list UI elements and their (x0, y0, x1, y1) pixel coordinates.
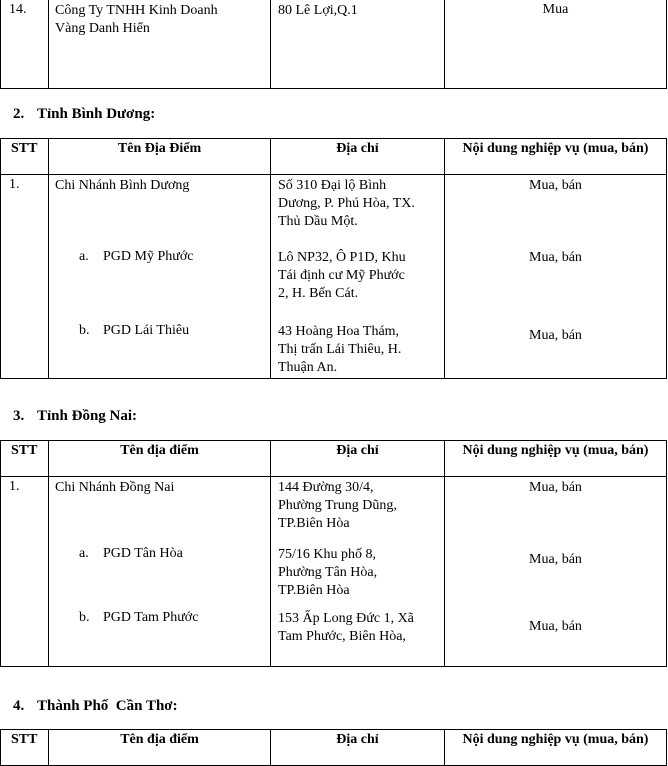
operation-value: Mua, bán (529, 250, 582, 265)
stt-cell: 14. (1, 0, 49, 89)
table-hcm-tail (0, 0, 667, 89)
address-line: Số 310 Đại lộ Bình (278, 178, 387, 193)
sub-name: PGD Lái Thiêu (103, 323, 190, 338)
sub-name: PGD Tam Phước (103, 610, 199, 625)
section-title: Tỉnh Đồng Nai: (37, 408, 138, 424)
address-line: 153 Ấp Long Đức 1, Xã (278, 611, 414, 626)
name-cell (49, 0, 271, 89)
header-name: Tên địa điểm (49, 441, 271, 477)
header-name: Tên Địa Điểm (49, 139, 271, 175)
table-row (1, 175, 667, 379)
header-operation: Nội dung nghiệp vụ (mua, bán) (445, 139, 667, 175)
table-can-tho (0, 729, 667, 766)
address-line: Dương, P. Phú Hòa, TX. (278, 196, 415, 211)
table-row (1, 477, 667, 667)
address-line: TP.Biên Hòa (278, 583, 350, 598)
table-dong-nai (0, 440, 667, 667)
address-line: 2, H. Bến Cát. (278, 286, 359, 301)
operation-value: Mua, bán (529, 619, 582, 634)
stt-cell: 1. (1, 477, 49, 667)
name-line: Công Ty TNHH Kinh Doanh (55, 3, 218, 18)
name-cell (49, 175, 271, 379)
name-line: Vàng Danh Hiển (55, 21, 150, 36)
sub-letter: b. (79, 610, 90, 625)
section-heading-dong-nai (13, 408, 137, 425)
operation-cell: Mua (445, 0, 667, 89)
sub-letter: a. (79, 249, 89, 264)
section-title: Thành Phố Cần Thơ: (37, 698, 178, 714)
operation-cell (445, 175, 667, 379)
sub-branch (55, 323, 264, 339)
header-name: Tên địa điểm (49, 730, 271, 766)
section-heading-can-tho (13, 698, 178, 715)
header-operation: Nội dung nghiệp vụ (mua, bán) (445, 441, 667, 477)
address-line: 43 Hoàng Hoa Thám, (278, 324, 400, 339)
sub-name: PGD Mỹ Phước (103, 249, 194, 264)
sub-branch (55, 546, 264, 610)
sub-branch (55, 610, 264, 626)
header-stt: STT (1, 441, 49, 477)
table-binh-duong (0, 138, 667, 379)
section-number: 4. (13, 698, 25, 714)
address-line: Thủ Dầu Một. (278, 214, 358, 229)
header-address: Địa chỉ (271, 139, 445, 175)
header-operation: Nội dung nghiệp vụ (mua, bán) (445, 730, 667, 766)
address-line: Phường Tân Hòa, (278, 565, 378, 580)
header-stt: STT (1, 730, 49, 766)
address-line: Tái định cư Mỹ Phước (278, 268, 405, 283)
section-title: Tỉnh Bình Dương: (37, 106, 156, 122)
name-cell (49, 477, 271, 667)
stt-cell: 1. (1, 175, 49, 379)
sub-letter: a. (79, 546, 89, 561)
branch-name: Chi Nhánh Đồng Nai (55, 480, 175, 495)
operation-value: Mua, bán (529, 480, 582, 495)
header-address: Địa chỉ (271, 441, 445, 477)
sub-letter: b. (79, 323, 90, 338)
table-header-row (1, 730, 667, 766)
operation-value: Mua, bán (529, 552, 582, 567)
operation-cell (445, 477, 667, 667)
address-line: Phường Trung Dũng, (278, 498, 397, 513)
sub-name: PGD Tân Hòa (103, 546, 183, 561)
operation-value: Mua, bán (529, 328, 582, 343)
address-cell: 80 Lê Lợi,Q.1 (271, 0, 445, 89)
section-heading-binh-duong (13, 106, 155, 123)
address-line: 144 Đường 30/4, (278, 480, 374, 495)
section-number: 3. (13, 408, 25, 424)
header-address: Địa chỉ (271, 730, 445, 766)
address-line: TP.Biên Hòa (278, 516, 350, 531)
address-line: Lô NP32, Ô P1D, Khu (278, 250, 406, 265)
operation-value: Mua, bán (529, 178, 582, 193)
address-cell (271, 175, 445, 379)
sub-branch (55, 249, 264, 323)
address-line: Tam Phước, Biên Hòa, (278, 629, 406, 644)
address-line: Thị trấn Lái Thiêu, H. (278, 342, 402, 357)
header-stt: STT (1, 139, 49, 175)
address-line: 75/16 Khu phố 8, (278, 547, 376, 562)
table-header-row (1, 139, 667, 175)
branch-name: Chi Nhánh Bình Dương (55, 178, 190, 193)
address-line: Thuận An. (278, 360, 338, 375)
table-header-row (1, 441, 667, 477)
section-number: 2. (13, 106, 25, 122)
address-cell (271, 477, 445, 667)
table-row (1, 0, 667, 89)
